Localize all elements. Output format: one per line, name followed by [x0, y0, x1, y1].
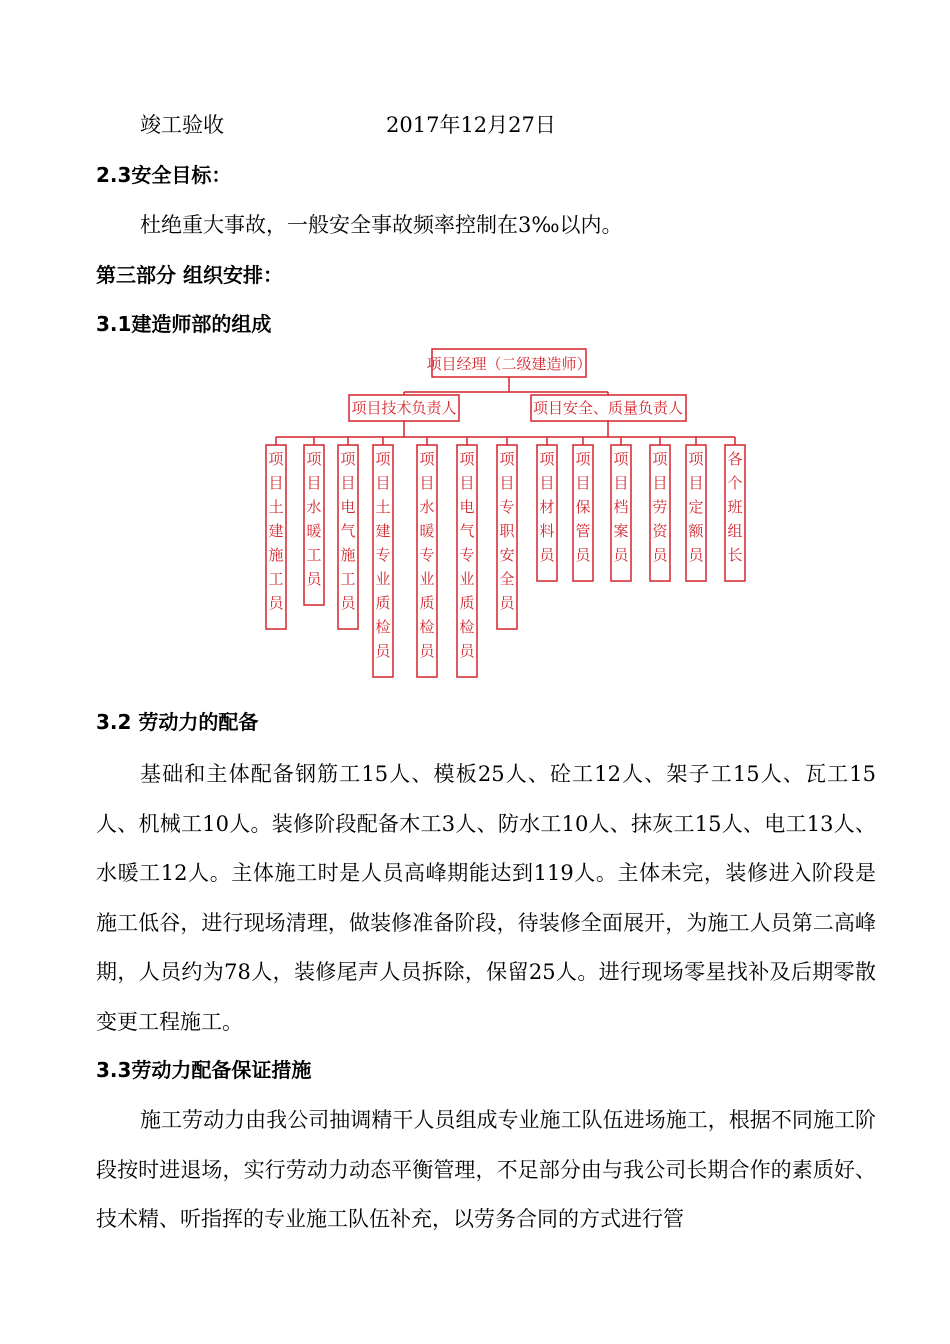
org-role-13 [725, 437, 745, 581]
section-heading-3-3: 3.3劳动力配备保证措施 [96, 1058, 312, 1082]
section-heading-3-2: 3.2 劳动力的配备 [96, 710, 259, 734]
org-top-text: 项目经理（二级建造师） [426, 355, 592, 373]
org-role-label: 项目土建施工员 [268, 450, 284, 612]
org-role-4 [373, 437, 393, 677]
org-role-6 [457, 437, 477, 677]
section-heading-2-3: 2.3安全目标： [96, 163, 232, 187]
org-role-label: 项目定额员 [688, 450, 704, 564]
milestone-date: 2017年12月27日 [386, 113, 556, 137]
org-middle-tech-text: 项目技术负责人 [351, 399, 457, 417]
org-role-label: 各个班组长 [727, 450, 743, 564]
org-role-10 [611, 437, 631, 581]
org-role-label: 项目电气专业质检员 [459, 450, 475, 660]
section-body-3-3: 施工劳动力由我公司抽调精干人员组成专业施工队伍进场施工，根据不同施工阶段按时进退场，实行劳动力动态平衡管理，不足部分由与我公司长期合作的素质好、技术精、听指挥的专业施工队伍补充，以劳务合同的方式进行管 [96, 1108, 876, 1232]
section-body-3-2: 基础和主体配备钢筋工15人、模板25人、砼工12人、架子工15人、瓦工15人、机械工10人。装修阶段配备木工3人、防水工10人、抹灰工15人、电工13人、水暖工12人。主体施工时是人员高峰期能达到119人。主体未完，装修进入阶段是施工低谷，进行现场清理，做装修准备阶段，待装修全面展开，为施工人员第二高峰期，人员约为78人，装修尾声人员拆除，保留25人。进行现场零星找补及后期零散变更工程施工。 [96, 762, 876, 1034]
org-role-label: 项目水暖专业质检员 [419, 450, 435, 660]
org-role-label: 项目电气施工员 [340, 450, 356, 612]
milestone-label: 竣工验收 [140, 113, 224, 137]
org-role-label: 项目劳资员 [652, 450, 668, 564]
org-role-11 [650, 437, 670, 581]
org-role-label: 项目档案员 [613, 450, 629, 564]
part-heading-3: 第三部分 组织安排： [96, 263, 283, 287]
section-body-2-3: 杜绝重大事故，一般安全事故频率控制在3‰以内。 [140, 213, 623, 237]
org-role-2 [304, 437, 324, 605]
org-role-7 [497, 437, 517, 629]
org-role-9 [573, 437, 593, 581]
org-role-12 [686, 437, 706, 581]
org-role-3 [338, 437, 358, 629]
section-heading-3-1: 3.1建造师部的组成 [96, 312, 272, 336]
org-role-1 [266, 437, 286, 629]
org-middle-safety-text: 项目安全、质量负责人 [532, 399, 684, 417]
org-role-label: 项目土建专业质检员 [375, 450, 391, 660]
org-role-5 [417, 437, 437, 677]
org-role-label: 项目材料员 [539, 450, 555, 564]
org-top-label [426, 355, 591, 373]
org-role-label: 项目保管员 [575, 450, 591, 564]
org-role-label: 项目专职安全员 [499, 450, 515, 612]
org-role-8 [537, 437, 557, 581]
org-role-label: 项目水暖工员 [306, 450, 322, 588]
